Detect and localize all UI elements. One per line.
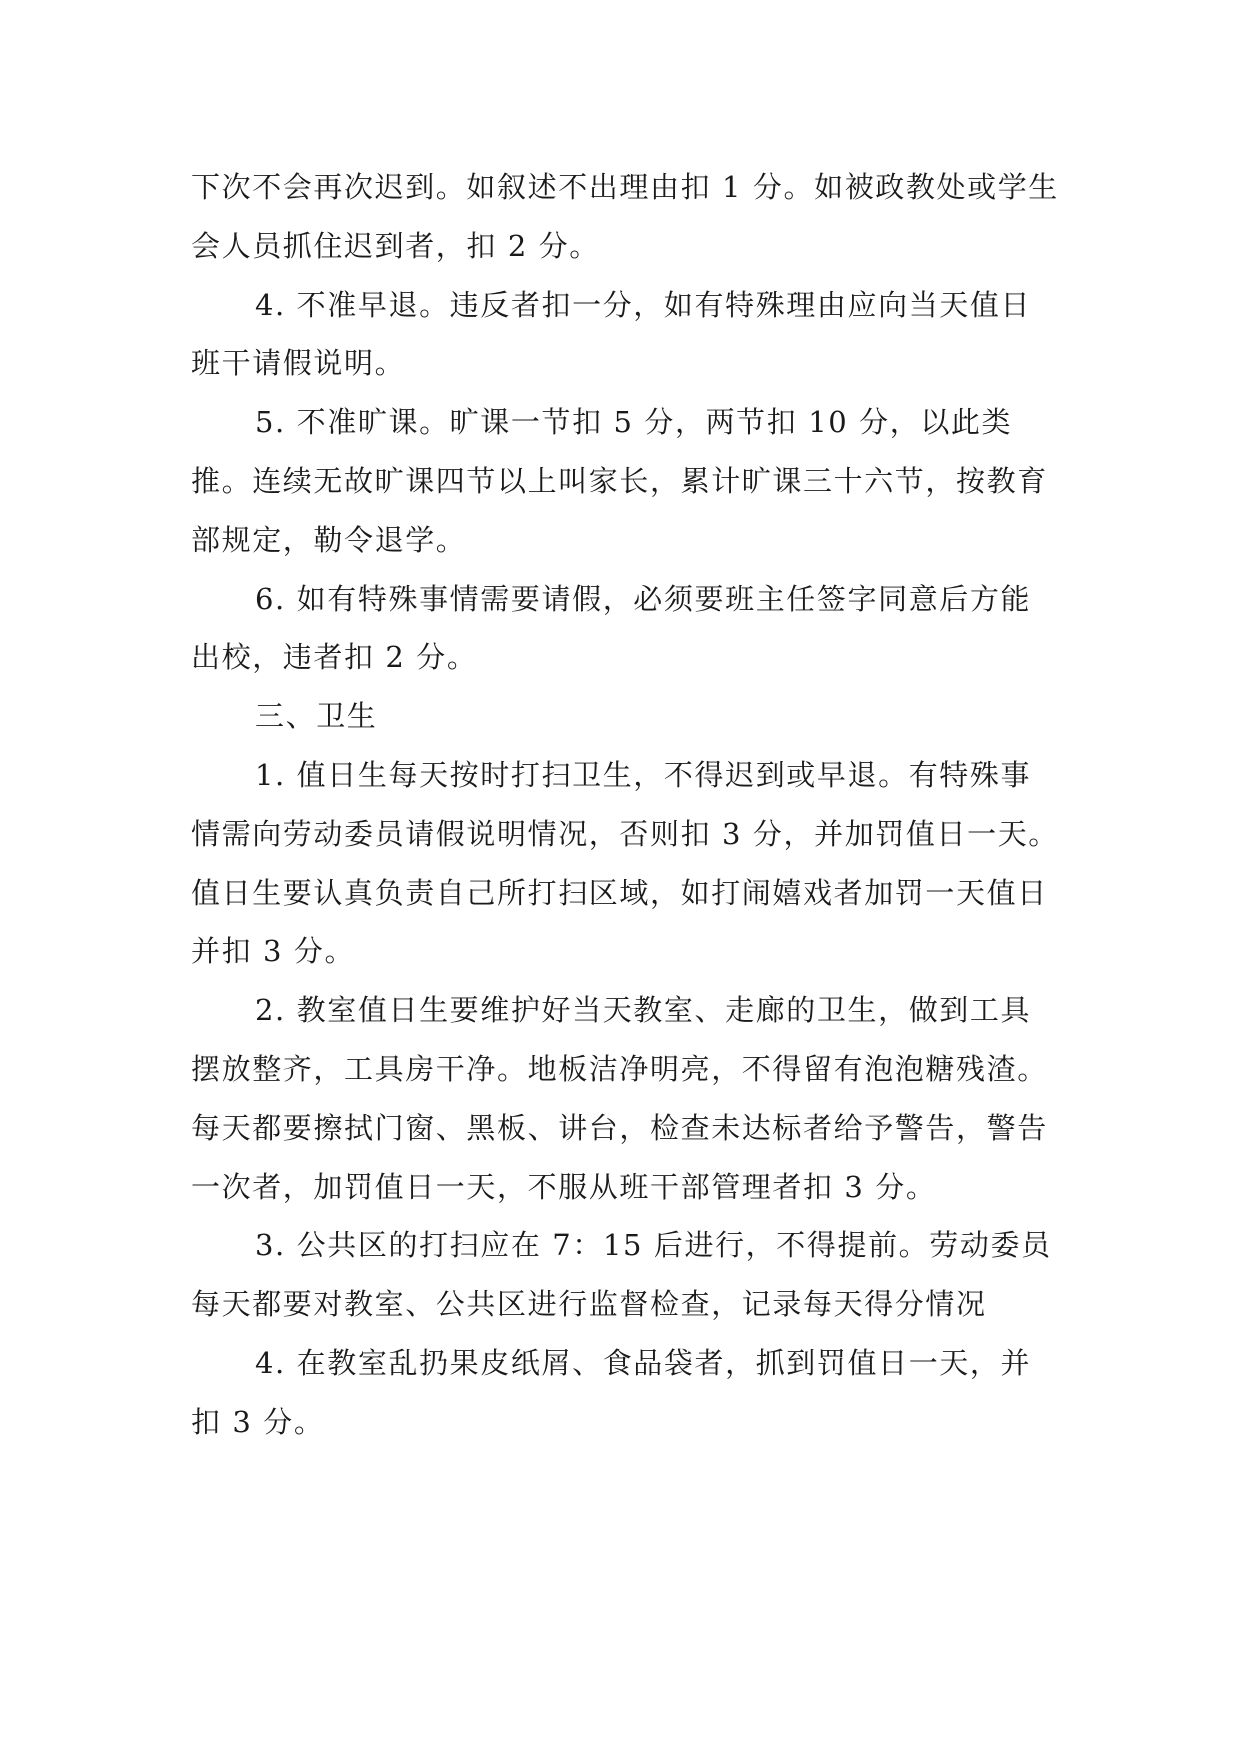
section-heading-hygiene: 三、卫生 [255, 699, 378, 734]
rule-item-classroom-cleaning: 2. 教室值日生要维护好当天教室、走廊的卫生，做到工具摆放整齐，工具房干净。地板洁净明亮，不得留有泡泡糖残渣。每天都要擦拭门窗、黑板、讲台，检查未达标者给予警告，警告一次者，加罚值日一天，不服从班干部管理者扣 3 分。 [191, 993, 1048, 1204]
rule-item-littering: 4. 在教室乱扔果皮纸屑、食品袋者，抓到罚值日一天，并扣 3 分。 [191, 1345, 1032, 1439]
paragraph-continuation: 下次不会再次迟到。如叙述不出理由扣 1 分。如被政教处或学生会人员抓住迟到者，扣 2 分。 [191, 170, 1059, 263]
document-body [191, 158, 1059, 1452]
rule-item-duty-students: 1. 值日生每天按时打扫卫生，不得迟到或早退。有特殊事情需向劳动委员请假说明情况，否则扣 3 分，并加罚值日一天。值日生要认真负责自己所打扫区域，如打闹嬉戏者加罚一天值日并扣 3 分。 [191, 757, 1059, 969]
rule-item-leave-request: 6. 如有特殊事情需要请假，必须要班主任签字同意后方能出校，违者扣 2 分。 [191, 581, 1032, 675]
rule-item-early-leave: 4. 不准早退。违反者扣一分，如有特殊理由应向当天值日班干请假说明。 [191, 287, 1032, 381]
rule-item-public-area: 3. 公共区的打扫应在 7：15 后进行，不得提前。劳动委员每天都要对教室、公共区进行监督检查，记录每天得分情况 [191, 1228, 1052, 1322]
rule-item-truancy: 5. 不准旷课。旷课一节扣 5 分，两节扣 10 分，以此类推。连续无故旷课四节以上叫家长，累计旷课三十六节，按教育部规定，勒令退学。 [191, 405, 1048, 557]
